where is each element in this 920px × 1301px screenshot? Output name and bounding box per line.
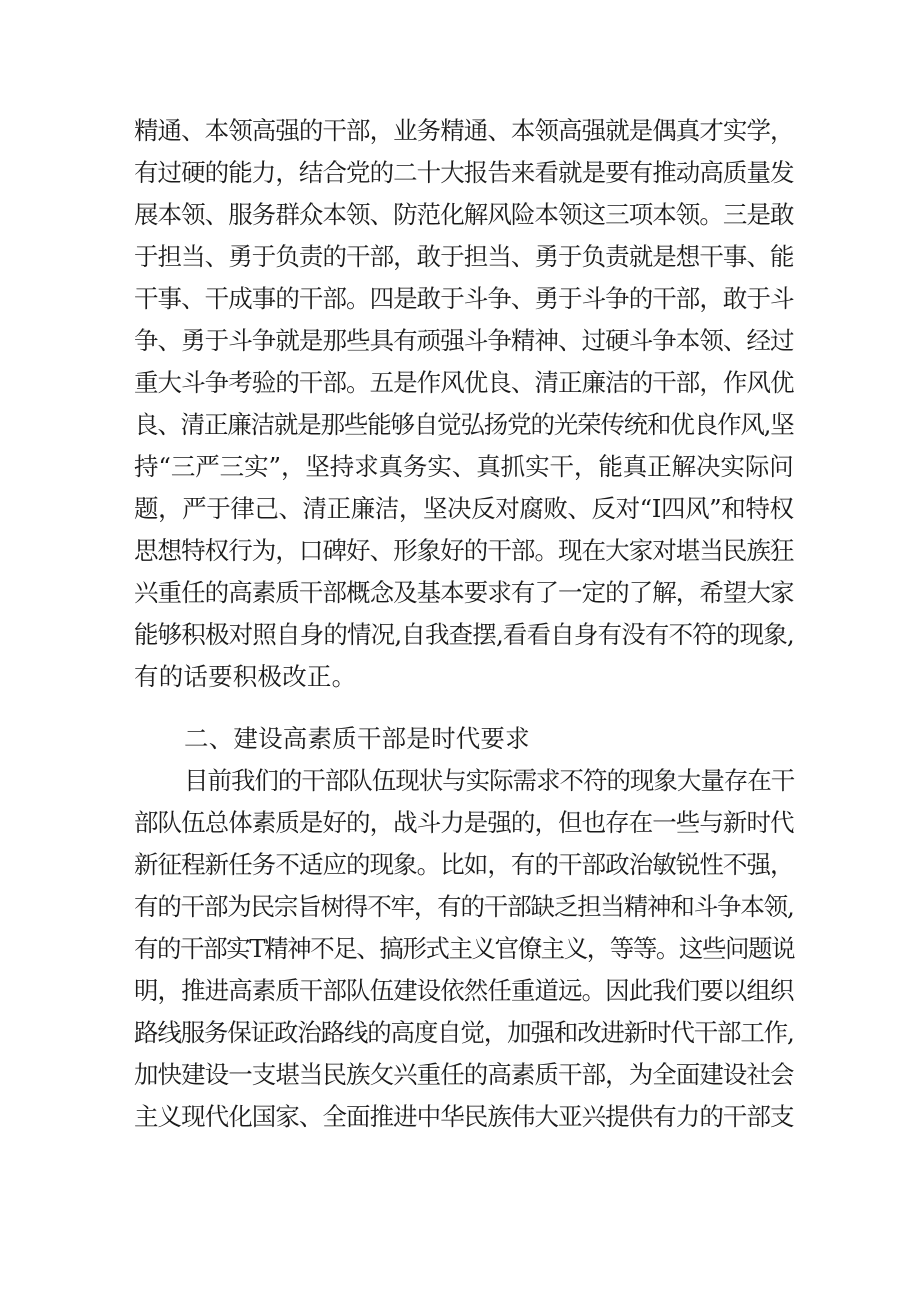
paragraph-1-line-5: 干事、干成事的干部。四是敢于斗争、勇于斗争的干部，敢于斗 — [134, 284, 794, 313]
paragraph-1-line-4: 于担当、勇于负责的干部，敢于担当、勇于负责就是想干事、能 — [134, 242, 794, 271]
paragraph-2-line-4: 有的干部为民宗旨树得不牢，有的干部缺乏担当精神和斗争本领, — [134, 892, 794, 921]
paragraph-2-line-6: 明，推进高素质干部队伍建设依然任重道远。因此我们要以组织 — [134, 976, 794, 1005]
paragraph-1-line-1: 精通、本领高强的干部，业务精通、本领高强就是偶真才实学， — [134, 116, 794, 145]
paragraph-2-line-2: 部队伍总体素质是好的，战斗力是强的，但也存在一些与新时代 — [134, 808, 794, 837]
section-heading: 二、建设高素质干部是时代要求 — [184, 724, 530, 753]
paragraph-1-line-14: 有的话要积极改正。 — [134, 662, 357, 691]
paragraph-1-line-6: 争、勇于斗争就是那些具有顽强斗争精神、过硬斗争本领、经过 — [134, 326, 794, 355]
paragraph-1-line-3: 展本领、服务群众本领、防范化解风险本领这三项本领。三是敢 — [134, 200, 794, 229]
paragraph-1-line-9: 持“三严三实”，坚持求真务实、真抓实干，能真正解决实际问 — [134, 452, 794, 481]
paragraph-2-line-9: 主义现代化国家、全面推进中华民族伟大亚兴提供有力的干部支 — [134, 1102, 794, 1131]
paragraph-1-line-13: 能够积极对照自身的情况,自我查摆,看看自身有没有不符的现象, — [134, 620, 794, 649]
paragraph-1-line-8: 良、清正廉洁就是那些能够自觉弘扬党的光荣传统和优良作风,坚 — [134, 410, 794, 439]
paragraph-2-line-3: 新征程新任务不适应的现象。比如，有的干部政治敏锐性不强， — [134, 850, 794, 879]
paragraph-1-line-7: 重大斗争考验的干部。五是作风优良、清正廉洁的干部，作风优 — [134, 368, 794, 397]
paragraph-1-line-12: 兴重任的高素质干部概念及基本要求有了一定的了解，希望大家 — [134, 578, 794, 607]
paragraph-1-line-11: 思想特权行为，口碑好、形象好的干部。现在大家对堪当民族狂 — [134, 536, 794, 565]
paragraph-1-line-10: 题，严于律己、清正廉洁，坚决反对腐败、反对“I四风”和特权 — [134, 494, 794, 523]
paragraph-2-line-5: 有的干部实T精神不足、搞形式主义官僚主义，等等。这些问题说 — [134, 934, 795, 963]
paragraph-2-line-1: 目前我们的干部队伍现状与实际需求不符的现象大量存在干 — [184, 766, 795, 795]
paragraph-1-line-2: 有过硬的能力，结合党的二十大报告来看就是要有推动高质量发 — [134, 158, 794, 187]
paragraph-2-line-8: 加快建设一支堪当民族攵兴重任的高素质干部，为全面建设社会 — [134, 1060, 794, 1089]
paragraph-2-line-7: 路线服务保证政治路线的高度自觉，加强和改进新时代干部工作, — [134, 1018, 794, 1047]
